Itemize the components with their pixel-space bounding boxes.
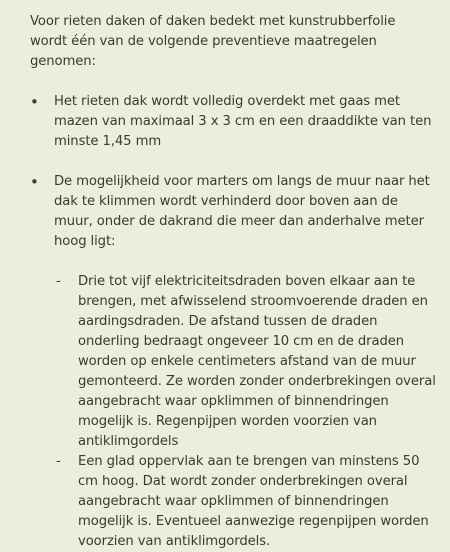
dash-icon: - [56,454,61,469]
sub-item-1 [30,272,438,452]
bullet-icon: • [30,173,39,191]
bullet-text-2: De mogelijkheid voor marters om langs de muur naar het dak te klimmen wordt verhinderd door boven aan de muur, onder de dakrand die meer dan anderhalve meter hoog ligt: [54,174,430,249]
bullet-item-2 [30,172,438,252]
bullet-text-1: Het rieten dak wordt volledig overdekt met gaas met mazen van maximaal 3 x 3 cm en een draaddikte van ten minste 1,45 mm [54,94,432,149]
sub-item-2 [30,452,438,552]
dash-icon: - [56,274,61,289]
sub-item-text-1: Drie tot vijf elektriciteitsdraden boven elkaar aan te brengen, met afwisselend stroomvoerende draden en aardingsdraden. De afstand tussen de draden onderling bedraagt ongeveer 10 cm en de draden worden op enkele centimeters afstand van de muur gemonteerd. Ze worden zonder onderbrekingen overal aangebracht waar opklimmen of binnendringen mogelijk is. Regenpijpen worden voorzien van antiklimgordels [78,274,436,449]
sub-item-text-2: Een glad oppervlak aan te brengen van minstens 50 cm hoog. Dat wordt zonder onderbrekingen overal aangebracht waar opklimmen of binnendringen mogelijk is. Eventueel aanwezige regenpijpen worden voorzien van antiklimgordels. [78,454,429,549]
bullet-item-1 [30,92,438,152]
bullet-icon: • [30,93,39,111]
intro-paragraph: Voor rieten daken of daken bedekt met kunstrubberfolie wordt één van de volgende preventieve maatregelen genomen: [30,14,396,69]
